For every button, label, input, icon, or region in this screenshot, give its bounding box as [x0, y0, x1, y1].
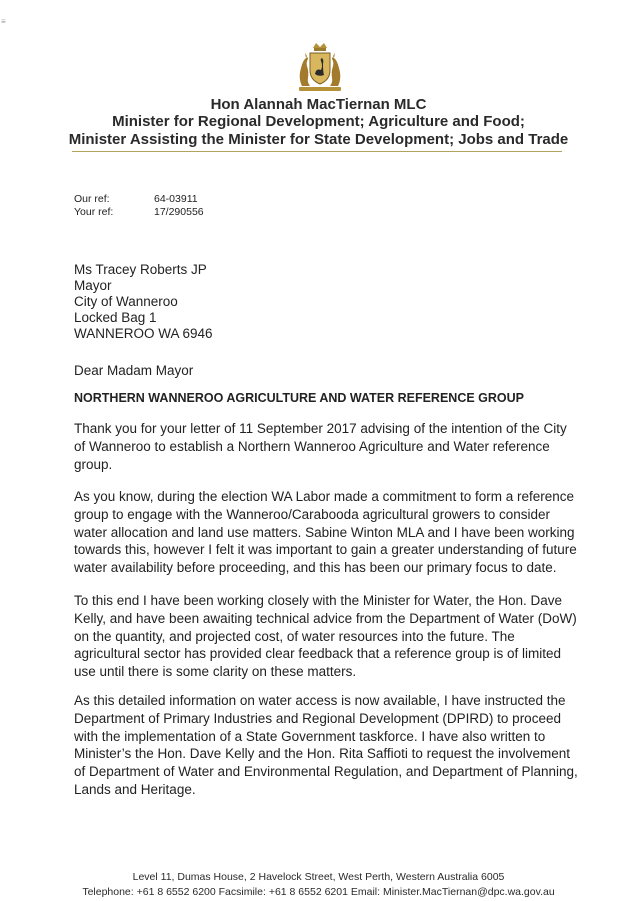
paragraph-line: of Department of Water and Environmental Regulation, and Department of Planning,	[74, 764, 578, 780]
minister-portfolio-line-1: Minister for Regional Development; Agriculture and Food;	[112, 113, 525, 130]
letterhead-divider	[72, 151, 562, 152]
paragraph-line: Department of Primary Industries and Regional Development (DPIRD) to proceed	[74, 710, 561, 726]
your-ref-label: Your ref:	[74, 206, 114, 218]
body-paragraph-2	[74, 488, 594, 577]
minister-name: Hon Alannah MacTiernan MLC	[210, 96, 427, 113]
recipient-address-line: Locked Bag 1	[74, 310, 157, 325]
subject-heading: NORTHERN WANNEROO AGRICULTURE AND WATER REFERENCE GROUP	[74, 391, 524, 405]
paragraph-line: To this end I have been working closely with the Minister for Water, the Hon. Dave	[74, 593, 562, 608]
body-paragraph-4	[74, 692, 594, 799]
paragraph-line: on the quantity, and projected cost, of water resources into the future. The	[74, 628, 515, 644]
paragraph-line: agricultural sector has provided clear feedback that a reference group is of limited	[74, 646, 562, 662]
our-ref-row	[74, 193, 204, 206]
paragraph-line: towards this, however I felt it was important to gain a greater understanding of future	[74, 542, 577, 558]
paragraph-line: with the implementation of a State Government taskforce. I have also written to	[74, 728, 546, 744]
paragraph-line: of Wanneroo to establish a Northern Wanneroo Agriculture and Water reference	[74, 438, 550, 454]
paragraph-line: use until there is some clarity on these matters.	[74, 664, 357, 680]
recipient-suburb-line: WANNEROO WA 6946	[74, 326, 213, 341]
scan-edge-mark: ≡	[1, 17, 6, 26]
body-paragraph-3	[74, 592, 594, 681]
recipient-organisation: City of Wanneroo	[74, 294, 178, 309]
our-ref-value: 64-03911	[154, 193, 198, 205]
footer-contact: Telephone: +61 8 6552 6200 Facsimile: +61 8 6552 6201 Email: Minister.MacTiernan@dpc.wa.gov.au	[82, 886, 555, 898]
recipient-title: Mayor	[74, 278, 112, 293]
your-ref-row	[74, 206, 204, 219]
wa-coat-of-arms-icon	[290, 42, 350, 94]
recipient-address	[74, 262, 213, 342]
minister-portfolio-line-2: Minister Assisting the Minister for State Development; Jobs and Trade	[68, 131, 569, 148]
footer-address: Level 11, Dumas House, 2 Havelock Street, West Perth, Western Australia 6005	[132, 871, 505, 883]
paragraph-line: water availability before proceeding, and this has been our primary focus to date.	[74, 560, 557, 576]
paragraph-line: group to engage with the Wanneroo/Carabooda agricultural growers to consider	[74, 506, 551, 522]
our-ref-label: Our ref:	[74, 193, 110, 205]
reference-block	[74, 193, 204, 219]
paragraph-line: Minister’s the Hon. Dave Kelly and the Hon. Rita Saffioti to request the involvement	[74, 746, 571, 762]
your-ref-value: 17/290556	[154, 206, 204, 218]
body-paragraph-1	[74, 420, 594, 473]
recipient-name: Ms Tracey Roberts JP	[74, 262, 207, 277]
paragraph-line: As this detailed information on water access is now available, I have instructed the	[74, 693, 566, 708]
paragraph-line: As you know, during the election WA Labor made a commitment to form a reference	[74, 489, 574, 504]
paragraph-line: water allocation and land use matters. Sabine Winton MLA and I have been working	[74, 524, 575, 540]
paragraph-line: Thank you for your letter of 11 September 2017 advising of the intention of the City	[74, 421, 567, 436]
paragraph-line: Kelly, and have been awaiting technical advice from the Department of Water (DoW)	[74, 610, 577, 626]
salutation: Dear Madam Mayor	[74, 363, 194, 378]
paragraph-line: group.	[74, 456, 113, 472]
paragraph-line: Lands and Heritage.	[74, 781, 196, 797]
